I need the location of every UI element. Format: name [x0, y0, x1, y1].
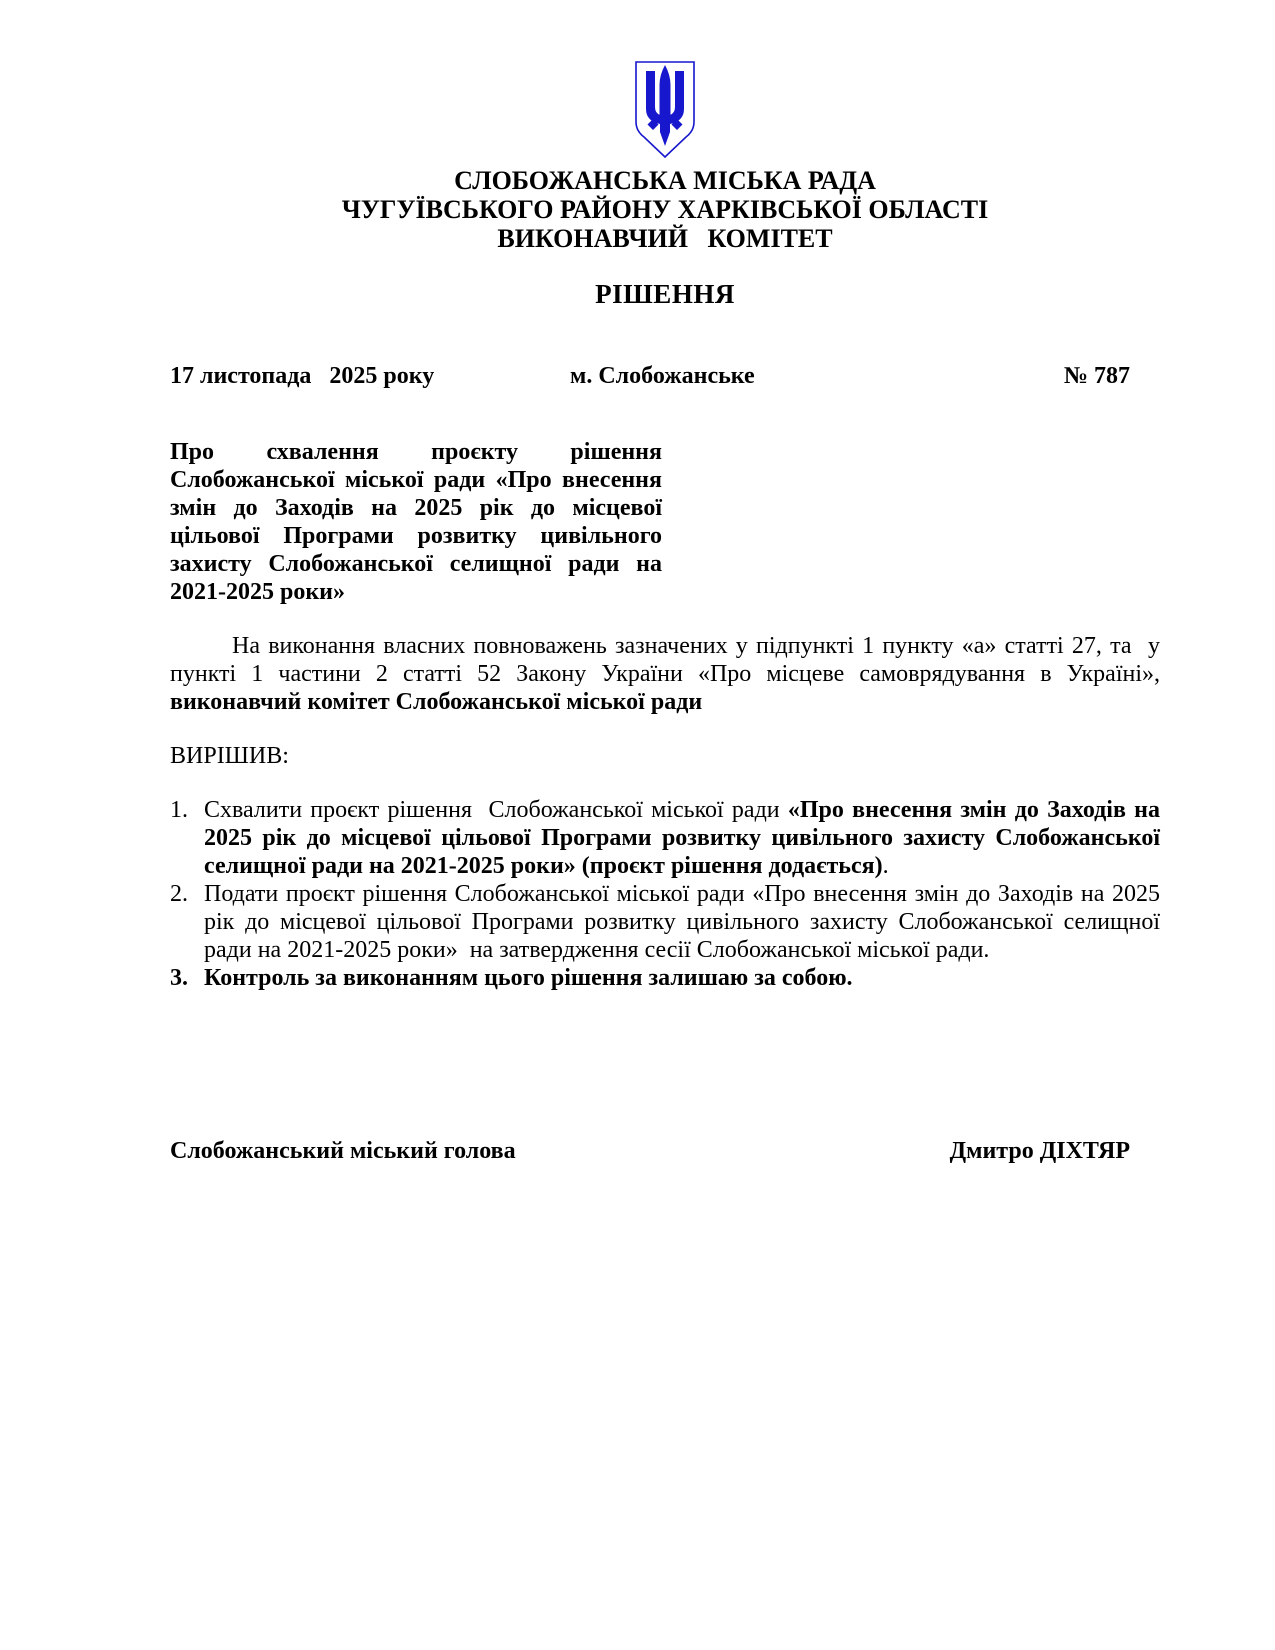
preamble-text: На виконання власних повноважень зазначених у підпункті 1 пункту «а» статті 27, та у пункті 1 частини 2 статті 52 Закону України «Про місцеве самоврядування в Україні», [170, 633, 1166, 687]
org-name-line: СЛОБОЖАНСЬКА МІСЬКА РАДА [454, 166, 876, 195]
item-number: 3. [170, 965, 188, 991]
item-number: 2. [170, 881, 188, 907]
signature-row [170, 1137, 1160, 1165]
org-district-line: ЧУГУЇВСЬКОГО РАЙОНУ ХАРКІВСЬКОЇ ОБЛАСТІ [341, 195, 989, 224]
org-committee-line: ВИКОНАВЧИЙ КОМІТЕТ [497, 224, 833, 253]
list-item [170, 880, 1166, 964]
resolution-items [170, 796, 1167, 992]
ukraine-trident-icon [632, 60, 698, 160]
list-item [170, 796, 1167, 880]
item-number: 1. [170, 797, 188, 823]
resolved-label: ВИРІШИВ: [170, 743, 289, 769]
item-text-bold: Контроль за виконанням цього рішення залишаю за собою. [204, 965, 853, 991]
item-text: Подати проєкт рішення Слобожанської міської ради «Про внесення змін до Заходів на 2025 рік до місцевої цільової Програми розвитку цивільного захисту Слобожанської селищної ради на 2021-2025 роки» на затвердження сесії Слобожанської міської ради. [204, 881, 1166, 963]
item-text-bold: «Про внесення змін до Заходів на 2025 рік до місцевої цільової Програми розвитку цивільного захисту Слобожанської селищної ради на 2021-2025 роки» (проєкт рішення додається) [204, 797, 1167, 879]
preamble-executive-committee: виконавчий комітет Слобожанської міської ради [170, 689, 703, 715]
document-place: м. Слобожанське [570, 363, 755, 389]
signer-position: Слобожанський міський голова [170, 1138, 516, 1164]
signer-name: Дмитро ДІХТЯР [949, 1138, 1130, 1164]
list-item [170, 964, 1160, 992]
document-date: 17 листопада 2025 року [170, 363, 435, 389]
preamble-paragraph [170, 632, 1166, 716]
emblem-container [170, 60, 1160, 160]
organization-header [170, 166, 1160, 253]
item-text-tail: . [882, 853, 889, 879]
document-type-title: РІШЕННЯ [595, 279, 735, 309]
document-subject: Про схвалення проєкту рішення Слобожанської міської ради «Про внесення змін до Заходів на 2025 рік до місцевої цільової Програми розвитку цивільного захисту Слобожанської селищної ради на 2021-2025 роки» [170, 439, 668, 605]
document-number: № 787 [1063, 363, 1130, 389]
item-text: Схвалити проєкт рішення Слобожанської міської ради [204, 797, 788, 823]
document-meta-row [170, 362, 1160, 390]
